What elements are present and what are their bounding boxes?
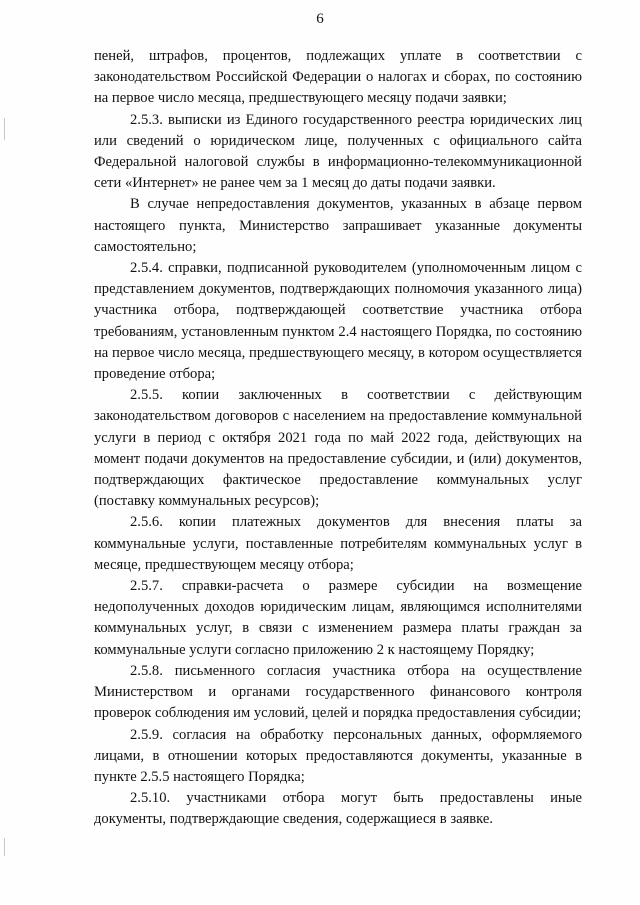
paragraph-2-5-7: 2.5.7. справки-расчета о размере субсидии на возмещение недополученных доходов юридическим лицам, являющимся исполнителями коммунальных услуг, в связи с изменением размера платы граждан за коммунальные услуги согласно приложению 2 к настоящему Порядку; <box>94 578 582 658</box>
paragraph-2-5-5: 2.5.5. копии заключенных в соответствии с действующим законодательством договоров с населением на предоставление коммунальной услуги в период с октября 2021 года по май 2022 года, действующих на момент подачи документов на предоставление субсидии, и (или) документов, подтверждающих фактическое предоставление коммунальных услуг (поставку коммунальных ресурсов); <box>94 387 582 510</box>
paragraph-2-5-10: 2.5.10. участниками отбора могут быть предоставлены иные документы, подтверждающие сведения, содержащиеся в заявке. <box>94 790 582 828</box>
paragraph-2-5-6: 2.5.6. копии платежных документов для внесения платы за коммунальные услуги, поставленные потребителям коммунальных услуг в месяце, предшествующем месяцу отбора; <box>94 514 582 573</box>
scan-edge-mark-top <box>4 118 5 140</box>
paragraph-non-submission: В случае непредоставления документов, указанных в абзаце первом настоящего пункта, Министерство запрашивает указанные документы самостоятельно; <box>94 196 582 255</box>
paragraph-2-5-4: 2.5.4. справки, подписанной руководителем (уполномоченным лицом с представлением документов, подтверждающих полномочия указанного лица) участника отбора, подтверждающей соответствие участника отбора требованиям, установленным пунктом 2.4 настоящего Порядка, по состоянию на первое число месяца, предшествующего месяцу, в котором осуществляется проведение отбора; <box>94 260 582 383</box>
document-body <box>94 46 582 831</box>
paragraph-continuation: пеней, штрафов, процентов, подлежащих уплате в соответствии с законодательством Российской Федерации о налогах и сборах, по состоянию на первое число месяца, предшествующего месяцу подачи заявки; <box>94 48 582 107</box>
paragraph-2-5-3: 2.5.3. выписки из Единого государственного реестра юридических лиц или сведений о юридическом лице, полученных с официального сайта Федеральной налоговой службы в информационно-телекоммуникационной сети «Интернет» не ранее чем за 1 месяц до даты подачи заявки. <box>94 111 582 192</box>
paragraph-2-5-9: 2.5.9. согласия на обработку персональных данных, оформляемого лицами, в отношении которых предоставляются документы, указанные в пункте 2.5.5 настоящего Порядка; <box>94 726 582 785</box>
page-number: 6 <box>316 11 324 27</box>
paragraph-2-5-8: 2.5.8. письменного согласия участника отбора на осуществление Министерством и органами государственного финансового контроля проверок соблюдения им условий, целей и порядка предоставления субсидии; <box>94 662 582 722</box>
scan-edge-mark-bottom <box>4 838 5 856</box>
